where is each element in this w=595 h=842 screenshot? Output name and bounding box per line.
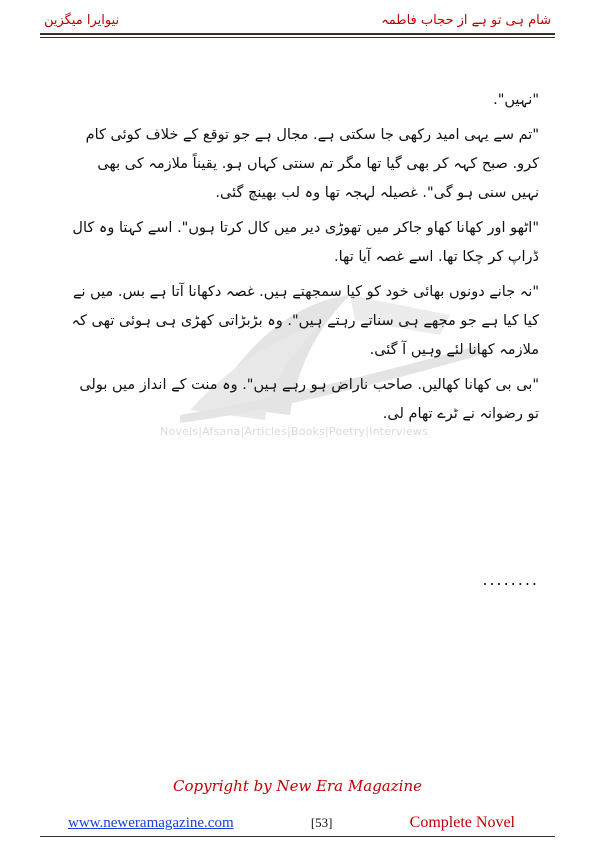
footer-label: Complete Novel (409, 814, 515, 831)
page-number: [53] (310, 815, 333, 830)
footer-rule (40, 836, 555, 837)
novel-title: شام ہی تو ہے از حجاب فاطمہ (381, 12, 551, 28)
magazine-name: نیوایرا میگزین (44, 12, 120, 28)
header-rule-thin (40, 37, 555, 38)
paragraph: "بی بی کھانا کھالیں. صاحب ناراض ہو رہے ہیں". وہ منت کے انداز میں بولی تو رضوانہ نے ٹرے تھام لی. (79, 377, 539, 422)
copyright-notice: Copyright by New Era Magazine (173, 777, 422, 795)
paragraph: "نہ جانے دونوں بھائی خود کو کیا سمجھتے ہیں. غصہ دکھانا آتا ہے بس. میں نے کیا کیا ہے جو مجھے ہی سناتے رہتے ہیں". وہ بڑبڑاتی کھڑی ہی ہوئی تھی کہ ملازمہ کھانا لئے وہیں آ گئی. (71, 284, 539, 358)
page-header (44, 9, 551, 31)
watermark-text: Novels|Afsana|Articles|Books|Poetry|Interviews (160, 425, 429, 438)
paragraph: "نہیں". (493, 92, 539, 108)
header-rule (40, 33, 555, 35)
paragraph: "تم سے یہی امید رکھی جا سکتی ہے. مجال ہے جو توقع کے خلاف کوئی کام کرو. صبح کہہ کر بھی گیا تھا مگر تم سنتی کہاں ہو. یقیناً ملازمہ کی بھی نہیں سنی ہو گی". غصیلہ لہجہ تھا وہ لب بھینچ گئی. (85, 127, 539, 201)
paragraph: "اٹھو اور کھانا کھاو جاکر میں تھوڑی دیر میں کال کرتا ہوں". اسے کہتا وہ کال ڈراپ کر چکا تھا. اسے غصہ آیا تھا. (72, 220, 539, 265)
ellipsis: ........ (482, 570, 539, 589)
novel-text (68, 86, 539, 435)
page-footer (68, 813, 515, 833)
website-link[interactable]: www.neweramagazine.com (68, 814, 234, 831)
